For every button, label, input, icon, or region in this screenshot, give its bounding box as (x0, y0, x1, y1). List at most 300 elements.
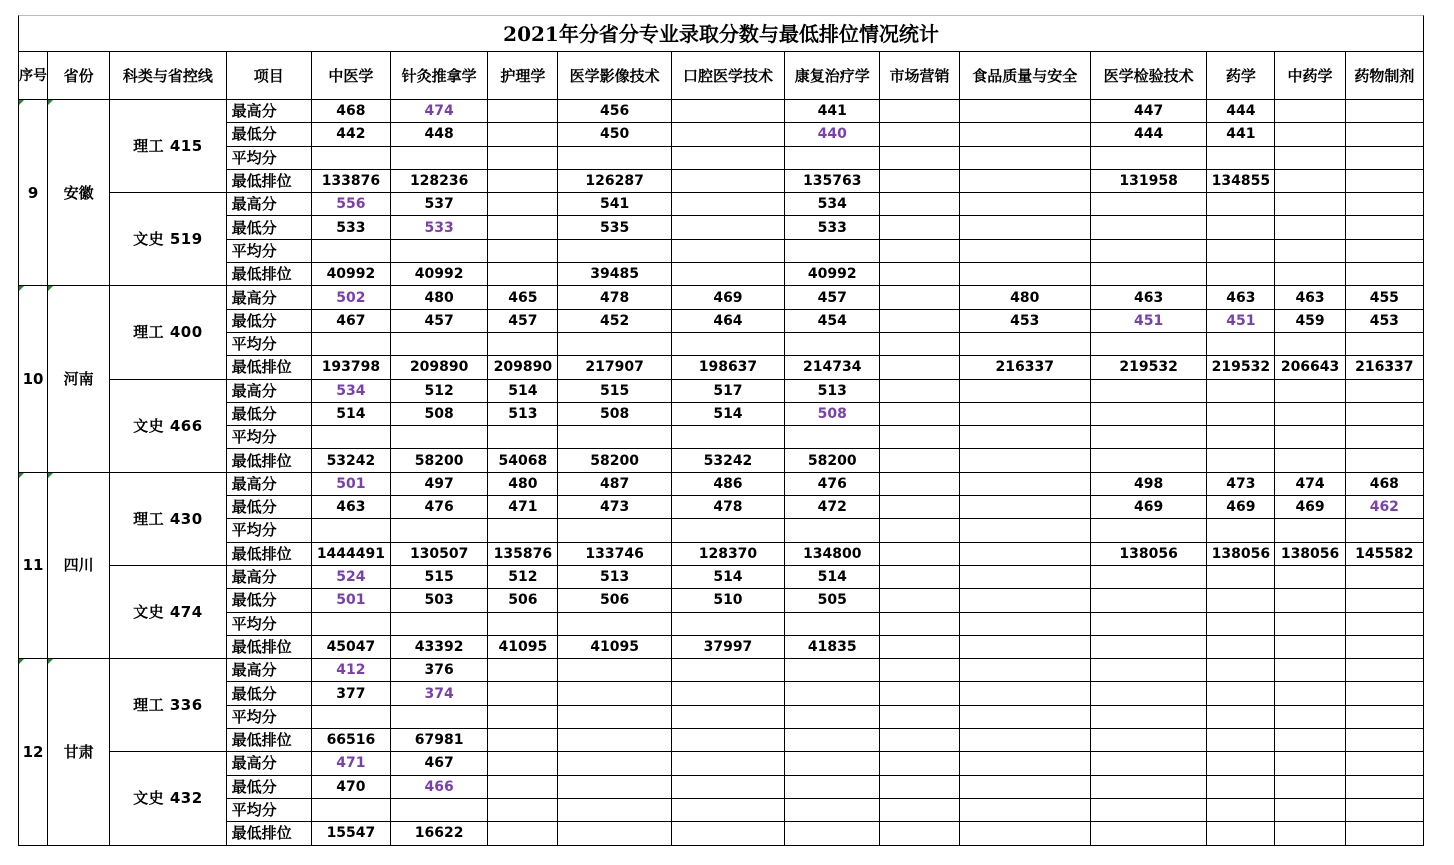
score-cell: 126287 (558, 169, 671, 192)
header-major: 康复治疗学 (785, 52, 880, 100)
score-cell: 40992 (391, 263, 488, 286)
score-cell (1275, 565, 1345, 588)
score-cell (880, 379, 959, 402)
score-cell (959, 705, 1090, 728)
score-cell (1345, 519, 1423, 542)
score-cell (391, 426, 488, 449)
score-cell (671, 752, 784, 775)
score-cell: 58200 (785, 449, 880, 472)
score-cell: 41095 (488, 635, 558, 658)
score-cell: 480 (959, 286, 1090, 309)
score-cell: 468 (311, 100, 390, 123)
score-cell (959, 379, 1090, 402)
score-cell (1207, 612, 1275, 635)
score-cell: 534 (311, 379, 390, 402)
score-cell (1345, 682, 1423, 705)
score-cell (880, 146, 959, 169)
score-cell: 131958 (1090, 169, 1206, 192)
score-cell (671, 100, 784, 123)
score-cell: 513 (558, 565, 671, 588)
header-major: 针灸推拿学 (391, 52, 488, 100)
score-cell (1090, 659, 1206, 682)
score-cell (558, 729, 671, 752)
score-cell (1275, 752, 1345, 775)
score-cell (959, 659, 1090, 682)
score-cell (558, 752, 671, 775)
score-cell (1090, 239, 1206, 262)
score-cell (1090, 705, 1206, 728)
score-cell (488, 193, 558, 216)
score-cell (558, 798, 671, 821)
score-cell (959, 496, 1090, 519)
header-major: 药学 (1207, 52, 1275, 100)
score-cell: 465 (488, 286, 558, 309)
item-label: 最高分 (226, 472, 311, 495)
score-cell: 441 (1207, 123, 1275, 146)
score-cell (1345, 146, 1423, 169)
score-cell: 16622 (391, 822, 488, 845)
province-name: 河南 (63, 370, 94, 389)
score-cell (1090, 822, 1206, 845)
score-cell: 219532 (1090, 356, 1206, 379)
score-cell (1275, 822, 1345, 845)
score-cell: 217907 (558, 356, 671, 379)
spreadsheet (18, 15, 1424, 846)
category-cell: 理工 415 (110, 100, 226, 193)
score-cell (1207, 379, 1275, 402)
score-cell (785, 659, 880, 682)
score-cell (311, 519, 390, 542)
score-cell (1275, 379, 1345, 402)
score-cell: 498 (1090, 472, 1206, 495)
score-cell (1345, 216, 1423, 239)
score-cell: 472 (785, 496, 880, 519)
header-province: 省份 (48, 52, 110, 100)
score-cell (1090, 193, 1206, 216)
seq-value: 9 (27, 183, 39, 202)
item-label: 最低排位 (226, 263, 311, 286)
score-cell (880, 682, 959, 705)
score-cell: 508 (558, 402, 671, 425)
item-label: 平均分 (226, 332, 311, 355)
score-cell (1275, 682, 1345, 705)
score-cell: 39485 (558, 263, 671, 286)
score-cell (1345, 449, 1423, 472)
score-cell: 463 (311, 496, 390, 519)
table-row (19, 216, 1424, 239)
score-cell (1345, 193, 1423, 216)
score-cell: 468 (1345, 472, 1423, 495)
score-cell (880, 705, 959, 728)
score-cell (671, 729, 784, 752)
score-cell (959, 239, 1090, 262)
score-cell (880, 659, 959, 682)
score-cell: 457 (488, 309, 558, 332)
score-cell: 451 (1090, 309, 1206, 332)
score-cell (558, 519, 671, 542)
score-cell (488, 146, 558, 169)
seq-value: 10 (22, 370, 44, 389)
item-label: 最高分 (226, 193, 311, 216)
score-cell (1345, 100, 1423, 123)
score-cell: 214734 (785, 356, 880, 379)
score-cell (391, 332, 488, 355)
score-cell (1090, 729, 1206, 752)
score-cell: 456 (558, 100, 671, 123)
score-cell (880, 449, 959, 472)
score-cell: 515 (558, 379, 671, 402)
category-cell: 理工 430 (110, 472, 226, 565)
score-cell (1345, 729, 1423, 752)
seq-cell (19, 472, 48, 658)
score-cell: 510 (671, 589, 784, 612)
score-cell: 412 (311, 659, 390, 682)
score-cell: 145582 (1345, 542, 1423, 565)
table-row (19, 565, 1424, 588)
score-cell (1090, 426, 1206, 449)
score-cell (311, 146, 390, 169)
score-cell: 135876 (488, 542, 558, 565)
table-row (19, 752, 1424, 775)
score-cell (488, 519, 558, 542)
score-cell (880, 169, 959, 192)
header-seq: 序号 (19, 52, 48, 100)
category-cell: 理工 400 (110, 286, 226, 379)
score-cell (488, 123, 558, 146)
score-cell (1275, 612, 1345, 635)
score-cell (1275, 426, 1345, 449)
score-cell (1275, 193, 1345, 216)
score-cell: 67981 (391, 729, 488, 752)
score-cell (959, 332, 1090, 355)
score-cell (1207, 426, 1275, 449)
cell-marker-icon (48, 286, 53, 291)
score-cell: 474 (1275, 472, 1345, 495)
table-body (19, 100, 1424, 846)
item-label: 平均分 (226, 426, 311, 449)
score-cell: 497 (391, 472, 488, 495)
table-row (19, 519, 1424, 542)
score-cell: 53242 (311, 449, 390, 472)
score-cell (1090, 589, 1206, 612)
score-cell (671, 123, 784, 146)
score-cell: 454 (785, 309, 880, 332)
score-cell (880, 472, 959, 495)
category-cell: 文史 474 (110, 565, 226, 658)
score-cell (1275, 263, 1345, 286)
cell-marker-icon (48, 659, 53, 664)
score-cell: 513 (488, 402, 558, 425)
item-label: 最高分 (226, 752, 311, 775)
score-cell: 442 (311, 123, 390, 146)
score-cell (1275, 100, 1345, 123)
score-cell (1275, 449, 1345, 472)
score-cell: 455 (1345, 286, 1423, 309)
table-row (19, 729, 1424, 752)
score-cell (311, 239, 390, 262)
seq-value: 12 (22, 742, 44, 761)
seq-value: 11 (22, 556, 44, 575)
score-cell: 487 (558, 472, 671, 495)
score-cell: 134855 (1207, 169, 1275, 192)
score-cell (1275, 402, 1345, 425)
score-cell: 501 (311, 589, 390, 612)
score-cell (1345, 332, 1423, 355)
score-cell: 469 (671, 286, 784, 309)
score-cell (959, 472, 1090, 495)
score-cell (785, 822, 880, 845)
score-cell (671, 263, 784, 286)
cell-marker-icon (19, 286, 24, 291)
score-cell (880, 612, 959, 635)
score-cell: 54068 (488, 449, 558, 472)
score-cell: 453 (1345, 309, 1423, 332)
score-cell (1207, 635, 1275, 658)
score-cell: 377 (311, 682, 390, 705)
score-cell: 533 (391, 216, 488, 239)
score-cell (1207, 589, 1275, 612)
score-cell (671, 216, 784, 239)
score-cell: 478 (671, 496, 784, 519)
score-cell (1275, 775, 1345, 798)
score-cell (671, 682, 784, 705)
score-cell: 501 (311, 472, 390, 495)
score-cell: 503 (391, 589, 488, 612)
score-cell (391, 798, 488, 821)
score-cell (1207, 705, 1275, 728)
item-label: 平均分 (226, 705, 311, 728)
score-cell: 513 (785, 379, 880, 402)
score-cell (488, 216, 558, 239)
cell-marker-icon (19, 100, 24, 105)
score-cell (1207, 193, 1275, 216)
table-row (19, 146, 1424, 169)
score-cell (959, 822, 1090, 845)
score-cell: 374 (391, 682, 488, 705)
table-row (19, 309, 1424, 332)
score-cell: 447 (1090, 100, 1206, 123)
item-label: 最低分 (226, 123, 311, 146)
score-cell: 514 (488, 379, 558, 402)
item-label: 最低排位 (226, 635, 311, 658)
header-major: 口腔医学技术 (671, 52, 784, 100)
score-cell (1275, 519, 1345, 542)
score-cell: 134800 (785, 542, 880, 565)
score-cell (1275, 146, 1345, 169)
score-cell: 508 (391, 402, 488, 425)
score-cell: 506 (488, 589, 558, 612)
score-cell (1275, 659, 1345, 682)
score-cell (488, 729, 558, 752)
table-row (19, 822, 1424, 845)
score-cell: 457 (785, 286, 880, 309)
score-cell: 209890 (488, 356, 558, 379)
score-cell: 463 (1207, 286, 1275, 309)
score-cell (880, 822, 959, 845)
cell-marker-icon (48, 100, 53, 105)
score-cell (880, 216, 959, 239)
score-cell: 451 (1207, 309, 1275, 332)
score-cell (671, 659, 784, 682)
score-cell (959, 775, 1090, 798)
item-label: 最高分 (226, 379, 311, 402)
score-cell: 480 (488, 472, 558, 495)
header-category: 科类与省控线 (110, 52, 226, 100)
score-cell: 515 (391, 565, 488, 588)
score-cell (1090, 752, 1206, 775)
score-cell (959, 542, 1090, 565)
table-row (19, 286, 1424, 309)
score-cell: 15547 (311, 822, 390, 845)
score-cell: 502 (311, 286, 390, 309)
table-row (19, 100, 1424, 123)
score-cell: 508 (785, 402, 880, 425)
score-cell (785, 426, 880, 449)
score-cell: 216337 (959, 356, 1090, 379)
score-cell (488, 332, 558, 355)
score-cell: 198637 (671, 356, 784, 379)
score-cell: 206643 (1275, 356, 1345, 379)
score-cell (1207, 752, 1275, 775)
score-cell (1090, 519, 1206, 542)
score-cell: 216337 (1345, 356, 1423, 379)
score-cell (671, 239, 784, 262)
score-cell (785, 332, 880, 355)
table-row (19, 379, 1424, 402)
header-major: 护理学 (488, 52, 558, 100)
score-cell: 480 (391, 286, 488, 309)
score-cell (1090, 146, 1206, 169)
score-cell: 376 (391, 659, 488, 682)
score-cell: 467 (311, 309, 390, 332)
score-cell: 476 (391, 496, 488, 519)
score-cell: 462 (1345, 496, 1423, 519)
score-cell (1090, 798, 1206, 821)
score-cell (1207, 519, 1275, 542)
score-cell (1090, 332, 1206, 355)
score-cell: 1444491 (311, 542, 390, 565)
score-cell (1207, 659, 1275, 682)
score-cell (1345, 169, 1423, 192)
header-major: 医学检验技术 (1090, 52, 1206, 100)
score-cell (391, 146, 488, 169)
score-cell: 444 (1207, 100, 1275, 123)
category-cell: 文史 519 (110, 193, 226, 286)
table-row (19, 775, 1424, 798)
score-cell (1345, 659, 1423, 682)
score-cell (671, 426, 784, 449)
item-label: 最低分 (226, 309, 311, 332)
item-label: 最低分 (226, 775, 311, 798)
score-cell (1090, 379, 1206, 402)
score-cell: 463 (1275, 286, 1345, 309)
score-cell (1345, 402, 1423, 425)
score-cell (1345, 239, 1423, 262)
score-cell: 533 (785, 216, 880, 239)
table-row (19, 123, 1424, 146)
score-cell (959, 169, 1090, 192)
header-major: 药物制剂 (1345, 52, 1423, 100)
admission-score-table (18, 51, 1424, 846)
score-cell (1275, 332, 1345, 355)
score-cell: 533 (311, 216, 390, 239)
score-cell: 471 (311, 752, 390, 775)
score-cell: 219532 (1207, 356, 1275, 379)
score-cell (959, 426, 1090, 449)
score-cell (1090, 449, 1206, 472)
item-label: 最低排位 (226, 449, 311, 472)
score-cell (1207, 332, 1275, 355)
score-cell (785, 239, 880, 262)
score-cell: 37997 (671, 635, 784, 658)
score-cell (671, 822, 784, 845)
score-cell (1275, 705, 1345, 728)
score-cell: 130507 (391, 542, 488, 565)
score-cell: 514 (311, 402, 390, 425)
item-label: 平均分 (226, 239, 311, 262)
score-cell (785, 775, 880, 798)
score-cell (1207, 729, 1275, 752)
score-cell (488, 775, 558, 798)
score-cell (1275, 798, 1345, 821)
score-cell: 469 (1275, 496, 1345, 519)
score-cell (671, 169, 784, 192)
seq-cell (19, 659, 48, 845)
score-cell (1207, 775, 1275, 798)
table-row (19, 659, 1424, 682)
score-cell (1207, 263, 1275, 286)
province-cell (48, 472, 110, 658)
score-cell (880, 309, 959, 332)
category-cell: 文史 466 (110, 379, 226, 472)
score-cell (1345, 775, 1423, 798)
score-cell: 128370 (671, 542, 784, 565)
score-cell (391, 519, 488, 542)
score-cell (880, 775, 959, 798)
score-cell (959, 100, 1090, 123)
score-cell (1275, 589, 1345, 612)
score-cell (488, 100, 558, 123)
score-cell (671, 798, 784, 821)
score-cell: 459 (1275, 309, 1345, 332)
score-cell (959, 635, 1090, 658)
table-title: 2021年分省分专业录取分数与最低排位情况统计 (18, 15, 1424, 51)
table-row (19, 426, 1424, 449)
score-cell: 128236 (391, 169, 488, 192)
score-cell (671, 775, 784, 798)
score-cell: 535 (558, 216, 671, 239)
score-cell (488, 239, 558, 262)
score-cell (1345, 589, 1423, 612)
score-cell (959, 589, 1090, 612)
item-label: 平均分 (226, 612, 311, 635)
province-cell (48, 286, 110, 472)
score-cell: 440 (785, 123, 880, 146)
score-cell: 505 (785, 589, 880, 612)
score-cell (880, 402, 959, 425)
item-label: 最低分 (226, 682, 311, 705)
score-cell (558, 822, 671, 845)
category-cell: 文史 432 (110, 752, 226, 845)
header-major: 中医学 (311, 52, 390, 100)
score-cell: 441 (785, 100, 880, 123)
table-row (19, 169, 1424, 192)
table-row (19, 589, 1424, 612)
score-cell: 534 (785, 193, 880, 216)
score-cell: 66516 (311, 729, 390, 752)
score-cell (880, 496, 959, 519)
seq-cell (19, 286, 48, 472)
